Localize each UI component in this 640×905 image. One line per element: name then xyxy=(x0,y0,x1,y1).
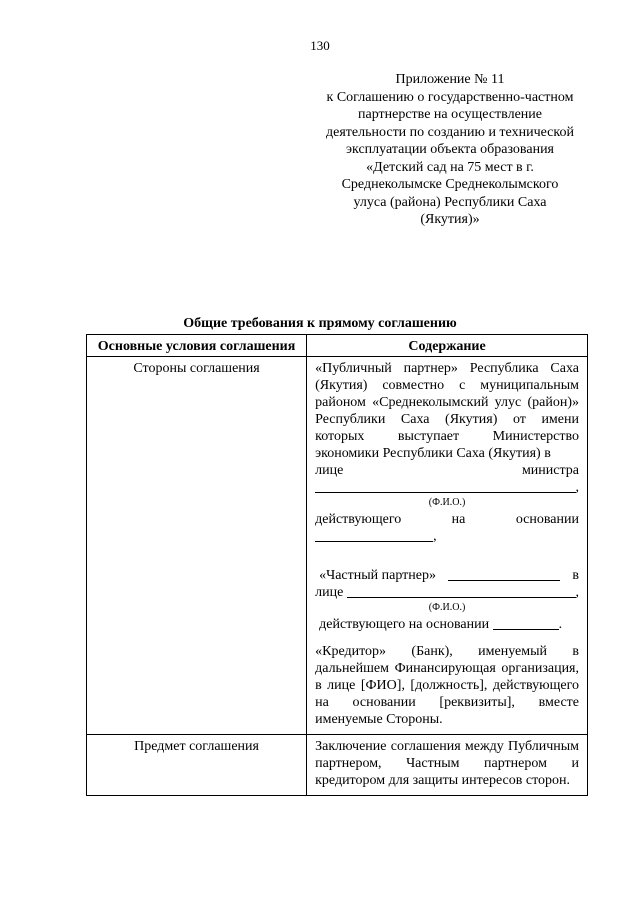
acting-basis-text: действующего на основании xyxy=(319,617,490,632)
basis-blank-line: , xyxy=(315,528,579,545)
appendix-line: деятельности по созданию и технической xyxy=(326,124,574,140)
table-header-row xyxy=(87,335,588,357)
page-number: 130 xyxy=(310,38,330,53)
acting-word: действующего xyxy=(315,512,402,527)
table-row xyxy=(87,357,588,735)
table-row xyxy=(87,735,588,796)
face-word: лице xyxy=(315,463,344,478)
private-partner-blank xyxy=(448,567,560,581)
private-basis-blank xyxy=(493,616,559,630)
appendix-line: «Детский сад на 75 мест в г. xyxy=(366,159,534,175)
appendix-line: к Соглашению о государственно-частном xyxy=(326,89,574,105)
header-conditions: Основные условия соглашения xyxy=(87,335,307,357)
table-title: Общие требования к прямому соглашению xyxy=(183,316,457,331)
appendix-line: партнерстве на осуществление xyxy=(357,107,542,122)
content-cell: Заключение соглашения между Публичным партнером, Частным партнером и кредитором для защиты интересов сторон. xyxy=(307,735,588,796)
creditor-block: «Кредитор» (Банк), именуемый в дальнейшем Финансирующая организация, в лице [ФИО], [должность], действующего на основании [реквизиты], вместе именуемые Стороны. xyxy=(315,644,579,727)
private-partner-block xyxy=(315,567,579,633)
fio-blank xyxy=(315,479,575,493)
appendix-line: Приложение № 11 xyxy=(395,72,505,87)
public-partner-block xyxy=(315,360,579,545)
private-fio-caption: (Ф.И.О.) xyxy=(428,602,466,613)
appendix-line: Среднеколымске Среднеколымского xyxy=(341,177,559,192)
fio-caption: (Ф.И.О.) xyxy=(428,497,466,508)
private-fio-blank xyxy=(347,584,576,598)
acting-line xyxy=(315,511,579,528)
private-face-line: лице , xyxy=(315,585,579,600)
appendix-line: эксплуатации объекта образования xyxy=(346,142,554,157)
condition-cell: Предмет соглашения xyxy=(87,735,307,796)
private-face-word: лице xyxy=(315,585,344,600)
on-word: на xyxy=(451,512,466,527)
basis-word: основании xyxy=(515,512,579,527)
header-content: Содержание xyxy=(307,335,588,357)
minister-word: министра xyxy=(521,463,579,478)
appendix-line: улуса (района) Республики Саха xyxy=(353,194,547,210)
v-word: в xyxy=(572,568,579,583)
fio-blank-line: , xyxy=(315,479,579,496)
private-partner-label: «Частный партнер» xyxy=(319,568,436,583)
condition-cell: Стороны соглашения xyxy=(87,357,307,735)
requirements-table xyxy=(86,334,588,796)
private-partner-line xyxy=(315,567,579,584)
face-line xyxy=(315,462,579,479)
appendix-header xyxy=(302,71,598,229)
content-cell xyxy=(307,357,588,735)
appendix-line: (Якутия)» xyxy=(420,212,480,227)
basis-blank xyxy=(315,528,433,542)
private-basis-line: действующего на основании . xyxy=(315,616,579,633)
public-partner-text: «Публичный партнер» Республика Саха (Якутия) совместно с муниципальным районом «Среднеколымский улус (район)» Республики Саха (Якутия) от имени которых выступает Министерство экономики Республики Саха (Якутия) в xyxy=(315,361,579,461)
